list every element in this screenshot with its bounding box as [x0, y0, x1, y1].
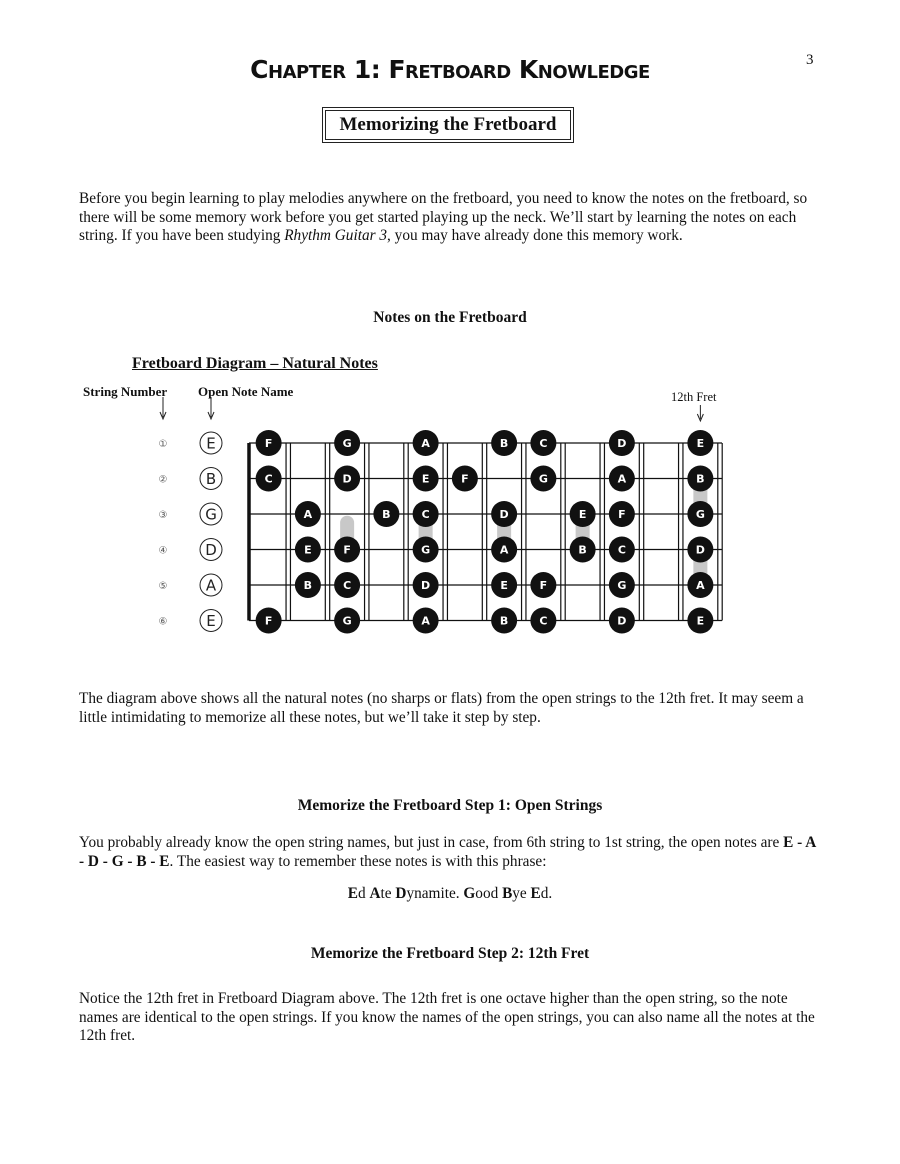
- note-label-s5-f7: E: [500, 579, 508, 592]
- open-notes-sequence: E - A - D - G - B - E: [79, 834, 816, 870]
- note-label-s5-f5: D: [421, 579, 431, 592]
- note-label-s2-f1: C: [264, 472, 273, 486]
- note-label-s4-f3: F: [343, 543, 351, 557]
- note-label-s2-f12: B: [696, 472, 705, 486]
- page-number: 3: [806, 52, 814, 68]
- intro-paragraph: [79, 190, 824, 246]
- string-number-label: String Number: [83, 384, 168, 399]
- phrase-rest-0: d: [357, 885, 370, 902]
- step2-heading: Memorize the Fretboard Step 2: 12th Fret: [310, 945, 590, 962]
- note-label-s4-f2: E: [304, 543, 312, 557]
- phrase-rest-5: d.: [540, 885, 553, 902]
- note-label-s6-f5: A: [421, 614, 430, 628]
- open-note-label: Open Note Name: [198, 384, 294, 399]
- open-note-6: E: [206, 612, 216, 630]
- note-label-s5-f8: F: [539, 579, 548, 592]
- phrase-rest-1: te: [380, 885, 396, 902]
- string-number-1: ①: [158, 439, 168, 450]
- note-label-s6-f7: B: [499, 614, 509, 628]
- note-label-s1-f12: E: [696, 437, 705, 450]
- note-label-s1-f7: B: [499, 437, 509, 450]
- note-label-s2-f10: A: [617, 472, 627, 486]
- phrase-rest-3: ood: [475, 885, 503, 902]
- note-label-s3-f12: G: [695, 508, 705, 521]
- diagram-title: Fretboard Diagram – Natural Notes: [132, 355, 378, 372]
- note-label-s6-f12: E: [696, 614, 705, 628]
- open-note-2: B: [205, 470, 217, 488]
- note-label-s1-f5: A: [421, 437, 430, 450]
- string-number-5: ⑤: [158, 581, 168, 592]
- note-label-s6-f3: G: [342, 614, 352, 628]
- note-label-s4-f12: D: [695, 543, 705, 557]
- note-label-s2-f5: E: [421, 472, 430, 486]
- note-label-s3-f7: D: [499, 508, 509, 521]
- open-note-4: D: [205, 541, 217, 559]
- note-label-s6-f10: D: [617, 614, 627, 628]
- note-label-s5-f12: A: [696, 579, 705, 592]
- phrase-initial-3: G: [463, 885, 476, 902]
- string-number-2: ②: [158, 474, 168, 486]
- note-label-s4-f5: G: [421, 543, 431, 557]
- mnemonic-phrase: [0, 885, 900, 903]
- note-label-s6-f1: F: [264, 614, 273, 628]
- open-note-3: G: [205, 505, 217, 524]
- phrase-initial-4: B: [502, 885, 513, 902]
- step1-text-b: . The easiest way to remember these notes is with this phrase:: [169, 852, 547, 870]
- note-label-s2-f6: F: [461, 472, 469, 486]
- phrase-rest-2: ynamite.: [406, 885, 464, 902]
- phrase-rest-4: ye: [512, 885, 531, 902]
- phrase-initial-1: A: [369, 885, 381, 902]
- note-label-s5-f10: G: [617, 579, 627, 592]
- note-label-s3-f2: A: [303, 508, 313, 521]
- chapter-title: Chapter 1: Fretboard Knowledge: [250, 55, 650, 84]
- note-label-s3-f10: F: [618, 508, 626, 521]
- open-note-1: E: [206, 434, 216, 453]
- note-label-s4-f7: A: [499, 543, 509, 557]
- section-title-box: [325, 110, 571, 140]
- twelfth-fret-label: 12th Fret: [671, 390, 717, 404]
- step2-paragraph: Notice the 12th fret in Fretboard Diagram above. The 12th fret is one octave higher than the open string, so the note names are identical to the open strings. If you know the names of the open strings, you can also name all the notes at the 12th fret.: [79, 990, 815, 1044]
- book-title: Rhythm Guitar 3: [284, 227, 388, 244]
- phrase-initial-5: E: [530, 885, 541, 902]
- intro-text-1: Before you begin learning to play melodies anywhere on the fretboard, you need to know the notes on the fretboard, so there will be some memory work before you get started playing up the neck. We’ll start by learning the notes on each string. If you have been studying: [79, 190, 808, 244]
- step1-paragraph: [79, 834, 824, 871]
- phrase-initial-0: E: [347, 885, 358, 902]
- note-label-s5-f2: B: [303, 579, 313, 592]
- note-label-s4-f9: B: [578, 543, 587, 557]
- intro-text-2: , you may have already done this memory work.: [387, 227, 683, 244]
- note-label-s6-f8: C: [539, 614, 548, 628]
- fretboard-diagram: [0, 395, 900, 645]
- note-label-s4-f10: C: [617, 543, 626, 557]
- note-label-s1-f10: D: [617, 437, 627, 450]
- step1-heading: Memorize the Fretboard Step 1: Open Strings: [297, 797, 603, 814]
- note-label-s1-f8: C: [539, 437, 548, 450]
- note-label-s1-f3: G: [342, 437, 352, 450]
- note-label-s3-f4: B: [382, 508, 391, 521]
- note-label-s3-f5: C: [421, 508, 430, 521]
- note-label-s5-f3: C: [343, 579, 352, 592]
- notes-heading: Notes on the Fretboard: [373, 309, 527, 326]
- open-note-5: A: [205, 576, 217, 595]
- note-label-s3-f9: E: [578, 508, 587, 521]
- string-number-6: ⑥: [158, 616, 168, 628]
- diagram-caption: The diagram above shows all the natural notes (no sharps or flats) from the open strings to the 12th fret. It may seem a little intimidating to memorize all these notes, but we’ll take it step by step.: [79, 690, 804, 726]
- string-number-4: ④: [158, 545, 168, 557]
- section-title: Memorizing the Fretboard: [339, 114, 557, 135]
- note-label-s2-f3: D: [342, 472, 352, 486]
- step1-text-a: You probably already know the open string names, but just in case, from 6th string to 1st string, the open notes are: [79, 834, 784, 851]
- note-label-s2-f8: G: [538, 472, 548, 486]
- phrase-initial-2: D: [395, 885, 407, 902]
- string-number-3: ③: [158, 510, 168, 521]
- note-label-s1-f1: F: [264, 437, 273, 450]
